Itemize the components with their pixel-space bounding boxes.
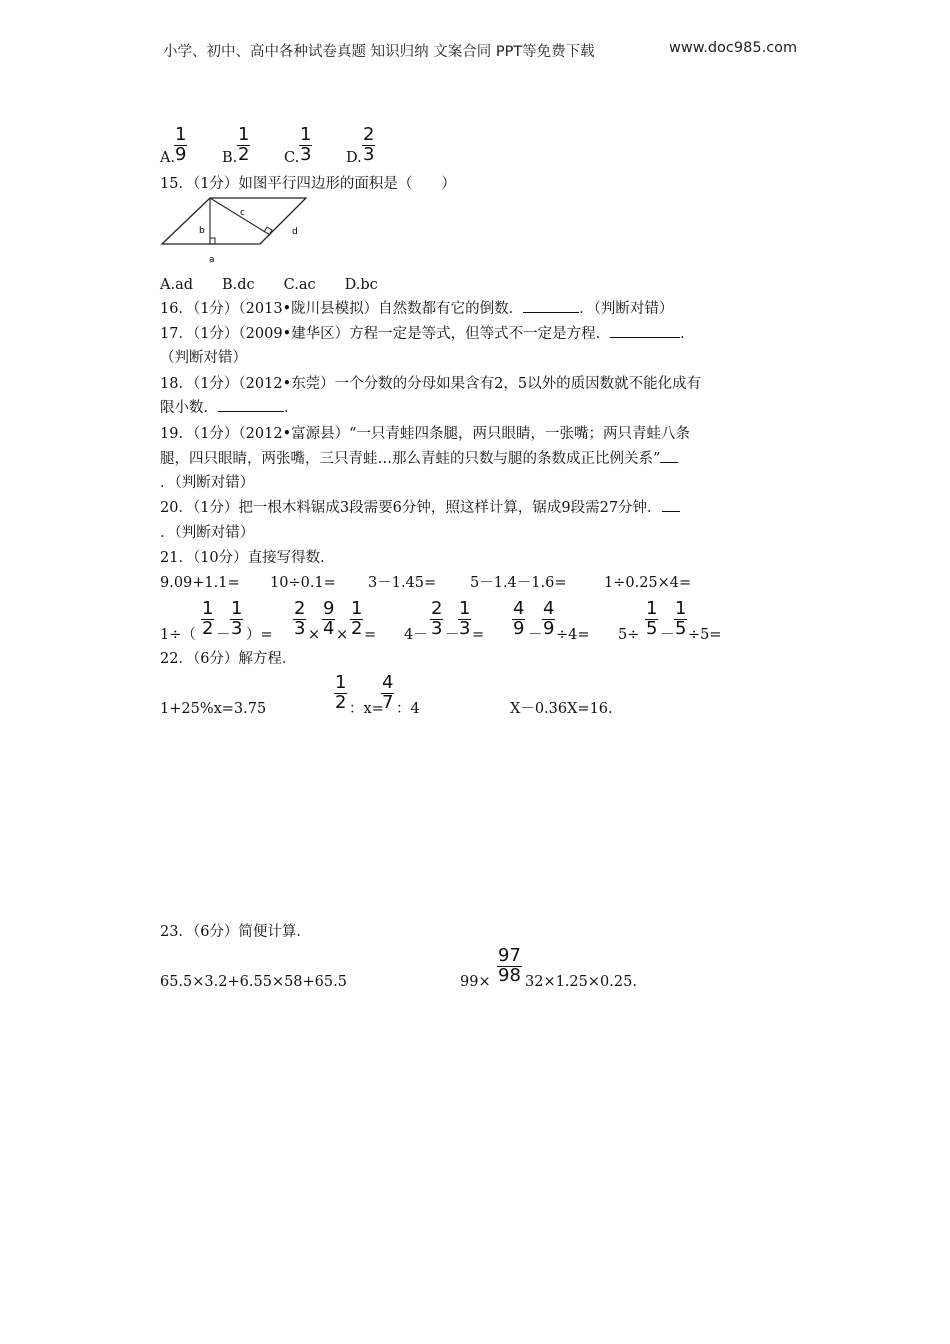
q21-expr3-fraction-1: 2 3 <box>431 598 443 639</box>
q14-option-d-fraction: 2 3 <box>363 124 375 165</box>
figure-label-a: a <box>209 255 215 264</box>
q17-line1: 17．（1分）（2009•建华区）方程一定是等式，但等式不一定是方程． ． <box>160 326 695 342</box>
q21-expr2-op1: × <box>308 627 321 643</box>
q21-item-3: 3－1.45= <box>368 575 437 591</box>
q21-expr1-fraction-2: 1 3 <box>231 598 243 639</box>
q21-expr3-prefix: 4－ <box>404 627 428 643</box>
header-left-text: 小学、初中、高中各种试卷真题 知识归纳 文案合同 PPT等免费下载 <box>163 44 595 60</box>
q21-item-1: 9.09+1.1= <box>160 575 240 591</box>
q18-line2: 限小数． ． <box>160 400 299 416</box>
q21-expr1-suffix: ）= <box>246 627 273 643</box>
parallelogram-figure <box>158 194 313 264</box>
q21-expr4-op: － <box>528 627 543 643</box>
q14-option-c-fraction: 1 3 <box>300 124 312 165</box>
q21-expr3-suffix: = <box>472 627 485 643</box>
q23-expression-3: 32×1.25×0.25. <box>525 974 637 990</box>
q21-expr5-suffix: ÷5= <box>688 627 722 643</box>
q14-option-d-label: D. <box>346 150 362 166</box>
q17-line2: （判断对错） <box>160 350 247 366</box>
q21-stem: 21．（10分）直接写得数． <box>160 550 335 566</box>
q19-line3: ．（判断对错） <box>160 475 255 491</box>
q21-expr4-fraction-1: 4 9 <box>513 598 525 639</box>
q14-option-a-fraction: 1 9 <box>175 124 187 165</box>
q23-expression-1: 65.5×3.2+6.55×58+65.5 <box>160 974 347 990</box>
q21-expr3-op: － <box>445 627 460 643</box>
q22-equation-2-fraction-1: 1 2 <box>335 672 347 713</box>
q20-line2: ．（判断对错） <box>160 525 255 541</box>
q23-expression-2-fraction: 97 98 <box>498 945 521 986</box>
q21-expr2-suffix: = <box>364 627 377 643</box>
q22-equation-3: X－0.36X=16. <box>510 701 613 717</box>
q16-line: 16．（1分）（2013•陇川县模拟）自然数都有它的倒数． ．（判断对错） <box>160 301 674 317</box>
q22-equation-1: 1+25%x=3.75 <box>160 701 267 717</box>
q18-line1: 18．（1分）（2012•东莞）一个分数的分母如果含有2，5以外的质因数就不能化成有 <box>160 376 702 392</box>
figure-label-d: d <box>292 227 298 237</box>
q21-item-2: 10÷0.1= <box>270 575 336 591</box>
q21-expr2-op2: × <box>336 627 349 643</box>
figure-label-b: b <box>199 226 205 236</box>
q21-expr3-fraction-2: 1 3 <box>459 598 471 639</box>
q19-line1: 19．（1分）（2012•富源县）“一只青蛙四条腿，两只眼睛，一张嘴；两只青蛙八条 <box>160 426 691 442</box>
q23-expression-2-prefix: 99× <box>460 974 491 990</box>
q21-item-4: 5－1.4－1.6= <box>470 575 567 591</box>
q21-item-5: 1÷0.25×4= <box>604 575 692 591</box>
q20-answer-blank[interactable] <box>662 511 680 512</box>
q21-expr5-fraction-2: 1 5 <box>675 598 687 639</box>
q19-line2: 腿，四只眼睛，两张嘴，三只青蛙…那么青蛙的只数与腿的条数成正比例关系” <box>160 447 678 471</box>
q21-expr5-prefix: 5÷ <box>618 627 640 643</box>
q22-stem: 22．（6分）解方程． <box>160 651 297 667</box>
q22-equation-2-middle: ：x= <box>349 701 384 717</box>
q17-answer-blank[interactable] <box>610 337 680 338</box>
q18-answer-blank[interactable] <box>218 411 284 412</box>
q21-expr4-fraction-2: 4 9 <box>543 598 555 639</box>
q21-expr1-prefix: 1÷（ <box>160 627 196 643</box>
q21-expr2-fraction-2: 9 4 <box>323 598 335 639</box>
q23-stem: 23．（6分）简便计算． <box>160 924 311 940</box>
q22-equation-2-fraction-2: 4 7 <box>382 672 394 713</box>
q14-option-c-label: C. <box>284 150 300 166</box>
q22-equation-2-suffix: ：4 <box>396 701 420 717</box>
q15-options: A.ad B.dc C.ac D.bc <box>160 277 378 293</box>
q21-expr5-op: － <box>660 627 675 643</box>
q21-expr5-fraction-1: 1 5 <box>646 598 658 639</box>
q14-option-b-fraction: 1 2 <box>238 124 250 165</box>
figure-label-c: c <box>240 208 245 218</box>
q20-line1: 20．（1分）把一根木料锯成3段需要6分钟，照这样计算，锯成9段需27分钟． <box>160 496 680 520</box>
q21-expr4-suffix: ÷4= <box>556 627 590 643</box>
q21-expr1-op: － <box>216 627 231 643</box>
q19-answer-blank[interactable] <box>660 462 678 463</box>
q14-option-a-label: A. <box>160 150 176 166</box>
q14-option-b-label: B. <box>222 150 238 166</box>
q21-expr2-fraction-3: 1 2 <box>351 598 363 639</box>
q21-expr1-fraction-1: 1 2 <box>202 598 214 639</box>
q16-answer-blank[interactable] <box>523 312 579 313</box>
q15-stem: 15．（1分）如图平行四边形的面积是（ ） <box>160 176 456 192</box>
q21-expr2-fraction-1: 2 3 <box>294 598 306 639</box>
header-url: www.doc985.com <box>669 40 798 56</box>
